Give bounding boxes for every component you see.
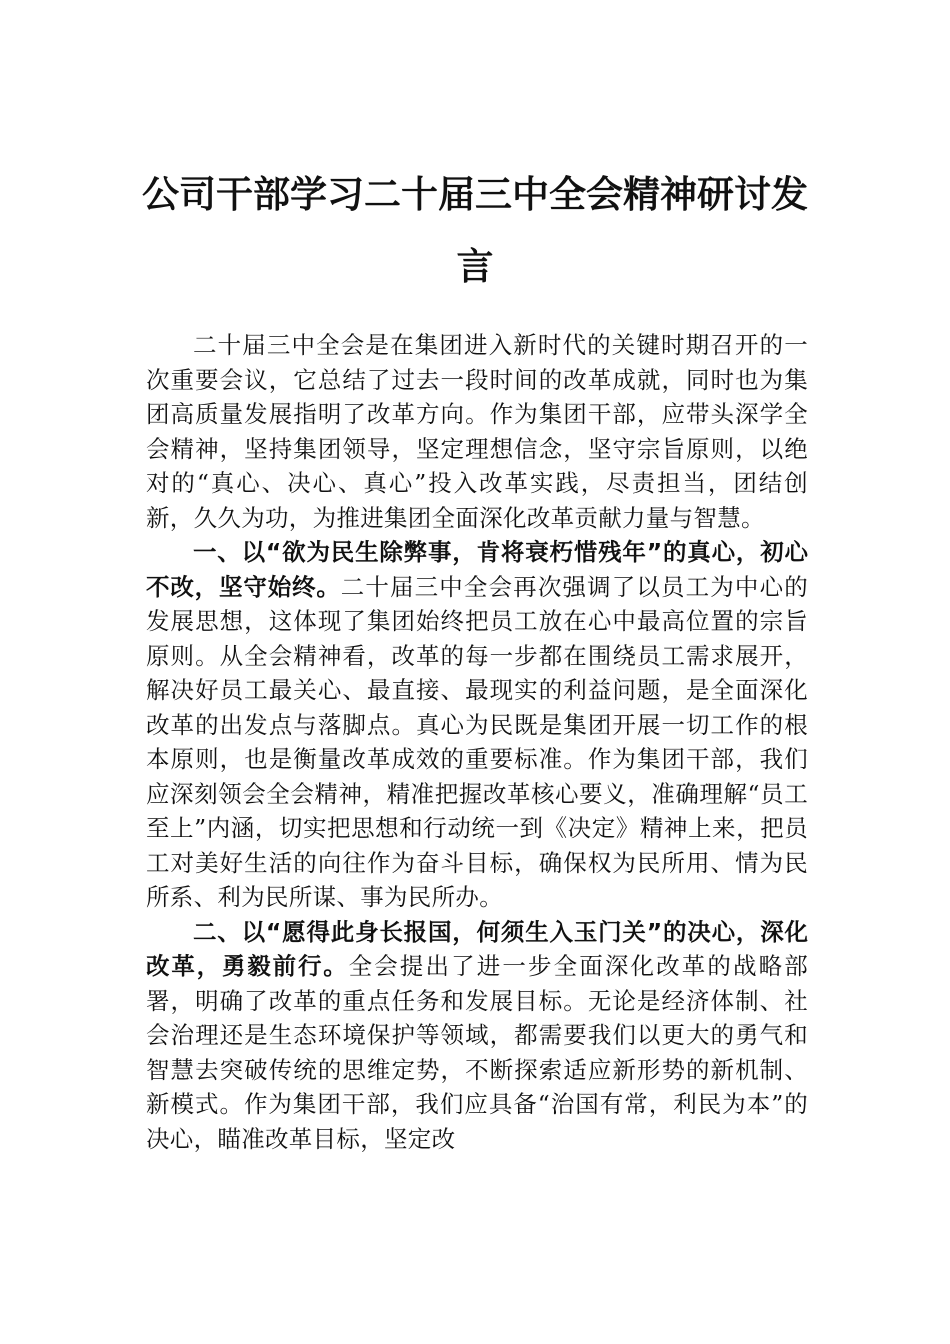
section-1-paragraph (146, 535, 808, 915)
section-1-text: 二十届三中全会再次强调了以员工为中心的发展思想，这体现了集团始终把员工放在心中最高位置的宗旨原则。从全会精神看，改革的每一步都在围绕员工需求展开，解决好员工最关心、最直接、最现实的利益问题，是全面深化改革的出发点与落脚点。真心为民既是集团开展一切工作的根本原则，也是衡量改革成效的重要标准。作为集团干部，我们应深刻领会全会精神，精准把握改革核心要义，准确理解“员工至上”内涵，切实把思想和行动统一到《决定》精神上来，把员工对美好生活的向往作为奋斗目标，确保权为民所用、情为民所系、利为民所谋、事为民所办。 (146, 572, 809, 911)
section-2-text: 全会提出了进一步全面深化改革的战略部署，明确了改革的重点任务和发展目标。无论是经济体制、社会治理还是生态环境保护等领域，都需要我们以更大的勇气和智慧去突破传统的思维定势，不断探索适应新形势的新机制、新模式。作为集团干部，我们应具备“治国有常，利民为本”的决心，瞄准改革目标，坚定改 (146, 952, 808, 1153)
section-1-heading: 一、以“欲为民生除弊事，肯将衰朽惜残年”的真心，初心不改，坚守始终。 (146, 538, 808, 601)
section-2-heading: 二、以“愿得此身长报国，何须生入玉门关”的决心，深化改革，勇毅前行。 (146, 917, 808, 980)
document-title: 公司干部学习二十届三中全会精神研讨发言 (142, 172, 808, 288)
document-body (146, 328, 808, 1156)
section-2-paragraph (146, 915, 808, 1157)
intro-text: 二十届三中全会是在集团进入新时代的关键时期召开的一次重要会议，它总结了过去一段时间的改革成就，同时也为集团高质量发展指明了改革方向。作为集团干部，应带头深学全会精神，坚持集团领导，坚定理想信念，坚守宗旨原则，以绝对的“真心、决心、真心”投入改革实践，尽责担当，团结创新，久久为功，为推进集团全面深化改革贡献力量与智慧。 (146, 331, 808, 532)
intro-paragraph (146, 328, 808, 535)
